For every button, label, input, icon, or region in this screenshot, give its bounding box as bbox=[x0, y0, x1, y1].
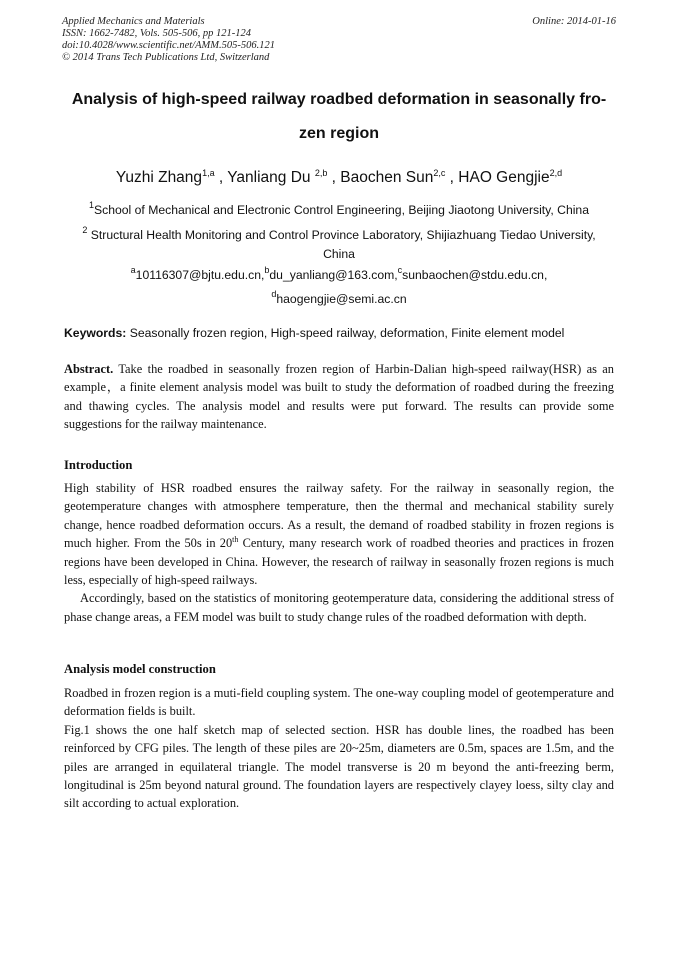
author-name: Yuzhi Zhang bbox=[115, 169, 203, 186]
paragraph: Fig.1 shows the one half sketch map of selected section. HSR has double lines, the roadbed has been reinforced by CFG piles. The length of these piles are 20~25m, diameters are 0.5m, spaces are 1.5m, and the piles are arranged in equilateral triangle. The model transverse is 20 m beyond the anti-freezing berm, longitudinal is 25m beyond natural ground. The foundation layers are respectively clayey loess, silty clay and silt according to actual exploration. bbox=[64, 722, 614, 811]
email-list-line-2 bbox=[60, 290, 618, 308]
author-affiliation-mark: 2,d bbox=[549, 168, 563, 178]
affiliation-number: 2 bbox=[82, 225, 88, 235]
paragraph bbox=[64, 479, 614, 589]
email-address: haogengjie@semi.ac.cn bbox=[276, 292, 407, 306]
model-construction-body bbox=[64, 684, 614, 813]
affiliation-1 bbox=[60, 201, 618, 219]
journal-name: Applied Mechanics and Materials bbox=[62, 16, 205, 27]
author-name: Baochen Sun bbox=[340, 169, 434, 186]
abstract-label: Abstract. bbox=[64, 362, 114, 376]
author-affiliation-mark: 2,c bbox=[433, 168, 446, 178]
paper-title-line-2: zen region bbox=[298, 125, 379, 142]
journal-issn: ISSN: 1662-7482, Vols. 505-506, pp 121-124 bbox=[62, 28, 251, 39]
author-affiliation-mark: 2,b bbox=[314, 168, 328, 178]
introduction-body bbox=[64, 479, 614, 626]
email-address: du_yanliang@163.com, bbox=[269, 268, 398, 282]
author-name: HAO Gengjie bbox=[458, 169, 550, 186]
email-address: sunbaochen@stdu.edu.cn, bbox=[402, 268, 548, 282]
email-list bbox=[60, 266, 618, 284]
email-mark: c bbox=[397, 265, 403, 275]
email-mark: a bbox=[130, 265, 136, 275]
journal-doi: doi:10.4028/www.scientific.net/AMM.505-506.121 bbox=[62, 40, 275, 51]
author-affiliation-mark: 1,a bbox=[202, 168, 215, 178]
author-separator: , bbox=[214, 169, 228, 186]
keywords-text: Seasonally frozen region, High-speed railway, deformation, Finite element model bbox=[126, 326, 565, 340]
journal-header bbox=[62, 16, 275, 64]
paper-title-line-1: Analysis of high-speed railway roadbed deformation in seasonally fro- bbox=[71, 91, 607, 108]
affiliation-2 bbox=[74, 226, 604, 263]
paragraph: Roadbed in frozen region is a muti-field coupling system. The one-way coupling model of geotemperature and deformation fields is built. bbox=[64, 686, 614, 719]
affiliation-text: School of Mechanical and Electronic Control Engineering, Beijing Jiaotong University, China bbox=[94, 203, 589, 217]
affiliation-text: Structural Health Monitoring and Control Province Laboratory, Shijiazhuang Tiedao University, China bbox=[87, 228, 596, 261]
paragraph: Accordingly, based on the statistics of monitoring geotemperature data, considering the additional stress of phase change areas, a FEM model was built to study change rules of the roadbed deformation with depth. bbox=[64, 591, 614, 624]
email-mark: b bbox=[264, 265, 270, 275]
email-address: 10116307@bjtu.edu.cn, bbox=[135, 268, 265, 282]
section-heading-introduction: Introduction bbox=[64, 458, 133, 472]
author-separator: , bbox=[445, 169, 459, 186]
paragraph-text: Century, many research work of roadbed theories and practices in frozen regions have been developed in China. However, the research of railway in seasonally frozen regions is much less, especially of high-speed railways. bbox=[64, 536, 614, 588]
abstract-text: Take the roadbed in seasonally frozen region of Harbin-Dalian high-speed railway(HSR) as an example，a finite element analysis model was built to study the deformation of roadbed during the freezing and thawing cycles. The analysis model and results were put forward. The results can provide some suggestions for the railway maintenance. bbox=[64, 362, 614, 432]
affiliation-number: 1 bbox=[88, 200, 94, 210]
journal-copyright: © 2014 Trans Tech Publications Ltd, Switzerland bbox=[62, 52, 270, 63]
author-separator: , bbox=[327, 169, 341, 186]
author-name: Yanliang Du bbox=[227, 169, 315, 186]
online-date: Online: 2014-01-16 bbox=[532, 16, 616, 27]
section-heading-model-construction: Analysis model construction bbox=[64, 662, 216, 676]
author-list bbox=[40, 166, 638, 190]
abstract bbox=[64, 360, 614, 434]
keywords bbox=[64, 324, 624, 342]
superscript: th bbox=[232, 535, 239, 545]
email-mark: d bbox=[271, 289, 277, 299]
paragraph-text: High stability of HSR roadbed ensures the railway safety. For the railway in seasonally region, the geotemperature changes with atmosphere temperature, then the thermal and mechanical stability surely change, hence roadbed deformation occurs. As a result, the demand of roadbed stability in frozen regions is much higher. From the 50s in 20 bbox=[64, 481, 614, 551]
keywords-label: Keywords: bbox=[64, 326, 127, 340]
